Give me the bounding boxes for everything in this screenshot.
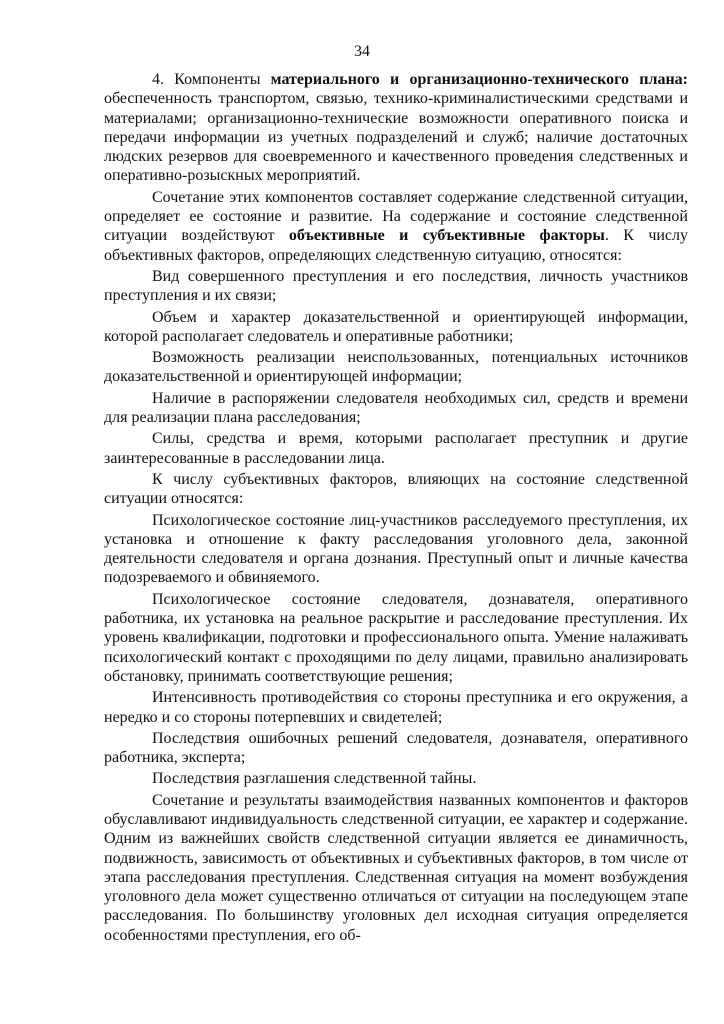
paragraph-p12	[104, 729, 688, 768]
paragraph-p13	[104, 769, 688, 788]
text-run: Последствия разглашения следственной тайны.	[152, 770, 477, 788]
paragraph-p9	[104, 511, 688, 588]
text-run: Возможность реализации неиспользованных, потенциальных источников доказательственной и ориентирующей информации;	[104, 349, 688, 386]
bold-term: материального и организационно-технического плана:	[270, 71, 689, 88]
text-run: Последствия ошибочных решений следователя, дознавателя, оперативного работника, эксперта;	[104, 729, 688, 767]
paragraph-p2	[104, 188, 688, 265]
text-run: Сочетание и результаты взаимодействия названных компонентов и факторов обуславливают индивидуальность следственной ситуации, ее характер и содержание. Одним из важнейших свойств следственной ситуации является ее динамичность, подвижность, зависимость от объективных и субъективных факторов, в том числе от этапа расследования преступления. Следственная ситуация на момент возбуждения уголовного дела может существенно отличаться от ситуации на последующем этапе расследования. По большинству уголовных дел исходная ситуация определяется особенностями преступления, его об-	[104, 791, 688, 944]
paragraph-p1	[104, 70, 688, 186]
paragraph-p3	[104, 267, 688, 306]
text-run: 4. Компоненты	[152, 71, 271, 88]
paragraph-p6	[104, 389, 688, 428]
text-run: Сочетание этих компонентов составляет содержание следственной ситуации, определяет ее состояние и развитие. На содержание и состояние следственной ситуации воздействуют	[104, 188, 688, 245]
text-run: Объем и характер доказательственной и ориентирующей информации, которой располагает следователь и оперативные работники;	[104, 308, 688, 345]
paragraph-p8	[104, 470, 688, 509]
page-number: 34	[354, 43, 370, 60]
bold-term: объективные и субъективные факторы	[288, 227, 605, 245]
paragraph-p11	[104, 688, 688, 727]
paragraph-p14	[104, 791, 688, 945]
body-text	[104, 70, 688, 947]
paragraph-p5	[104, 348, 688, 387]
paragraph-p4	[104, 308, 688, 347]
paragraph-p7	[104, 429, 688, 468]
paragraph-p10	[104, 590, 688, 686]
text-run: Наличие в распоряжении следователя необходимых сил, средств и времени для реализации плана расследования;	[104, 389, 688, 427]
text-run: Силы, средства и время, которыми располагает преступник и другие заинтересованные в расследовании лица.	[104, 430, 688, 467]
text-run: Психологическое состояние лиц-участников расследуемого преступления, их установка и отношение к факту расследования уголовного дела, законной деятельности следователя и органа дознания. Преступный опыт и личные качества подозреваемого и обвиняемого.	[104, 511, 688, 587]
text-run: К числу субъективных факторов, влияющих на состояние следственной ситуации относятся:	[104, 470, 688, 508]
text-run: обеспеченность транспортом, связью, технико-криминалистическими средствами и материалами; организационно-технические возможности оперативного поиска и передачи информации из учетных подразделений и служб; наличие достаточных людских резервов для своевременного и качественного проведения следственных и оперативно-розыскных мероприятий.	[104, 90, 688, 185]
text-run: Вид совершенного преступления и его последствия, личность участников преступления и их связи;	[104, 267, 688, 305]
text-run: Интенсивность противодействия со стороны преступника и его окружения, а нередко и со стороны потерпевших и свидетелей;	[104, 689, 688, 726]
text-run: . К числу объективных факторов, определяющих следственную ситуацию, относятся:	[104, 227, 689, 264]
text-run: Психологическое состояние следователя, дознавателя, оперативного работника, их установка на реальное раскрытие и расследование преступления. Их уровень квалификации, подготовки и профессионального опыта. Умение налаживать психологический контакт с проходящими по делу лицами, правильно анализировать обстановку, принимать соответствующие решения;	[104, 590, 688, 685]
